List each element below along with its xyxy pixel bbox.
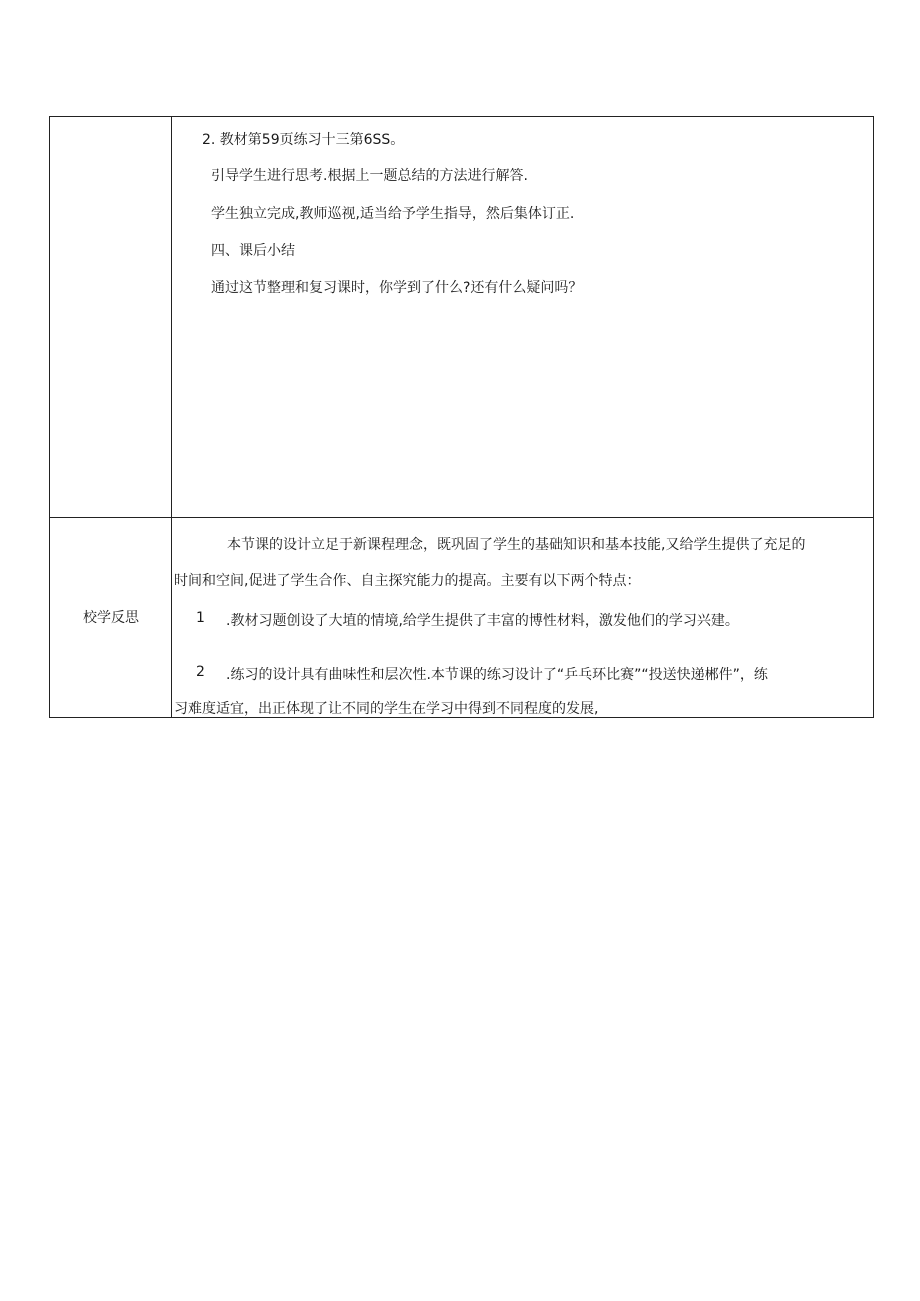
reflection-label-cell [50,518,172,717]
reflection-intro-line-2: 时间和空间,促进了学生合作、自主探究能力的提高。主要有以下两个特点： [174,573,641,589]
reflection-content-cell [172,518,873,717]
summary-heading: 四、课后小结 [211,243,295,259]
process-content-cell [172,117,873,517]
item-1-text: .教材习题创设了大埴的情境,给学生提供了丰富的博性材料，激发他们的学习兴建。 [226,613,739,629]
exercise-line: 2. 教材第59页练习十三第6SS。 [202,132,405,148]
guidance-line: 引导学生进行思考.根据上一题总结的方法进行解答. [211,168,528,184]
independent-work-line: 学生独立完成,教师巡视,适当给予学生指导，然后集体订正. [211,206,575,222]
summary-question-line: 通过这节整理和复习课时，你学到了什么?还有什么疑问吗？ [211,280,583,296]
item-2-text-continued: 习难度适宜，出正体现了让不同的学生在学习中得到不同程度的发展, [174,701,599,717]
reflection-intro-line-1: 本节课的设计立足于新课程理念，既巩固了学生的基础知识和基本技能,又给学生提供了充足的 [227,537,806,553]
lesson-table [49,116,874,718]
process-row [50,117,873,518]
reflection-label: 校学反思 [83,610,139,626]
process-label-cell [50,117,172,517]
item-2-text: .练习的设计具有曲味性和层次性.本节课的练习设计了“乒乓环比赛”“投送快递郴件”，练 [226,667,768,683]
reflection-row [50,518,873,717]
item-2-number: 2 [196,664,205,680]
item-1-number: 1 [196,610,205,626]
